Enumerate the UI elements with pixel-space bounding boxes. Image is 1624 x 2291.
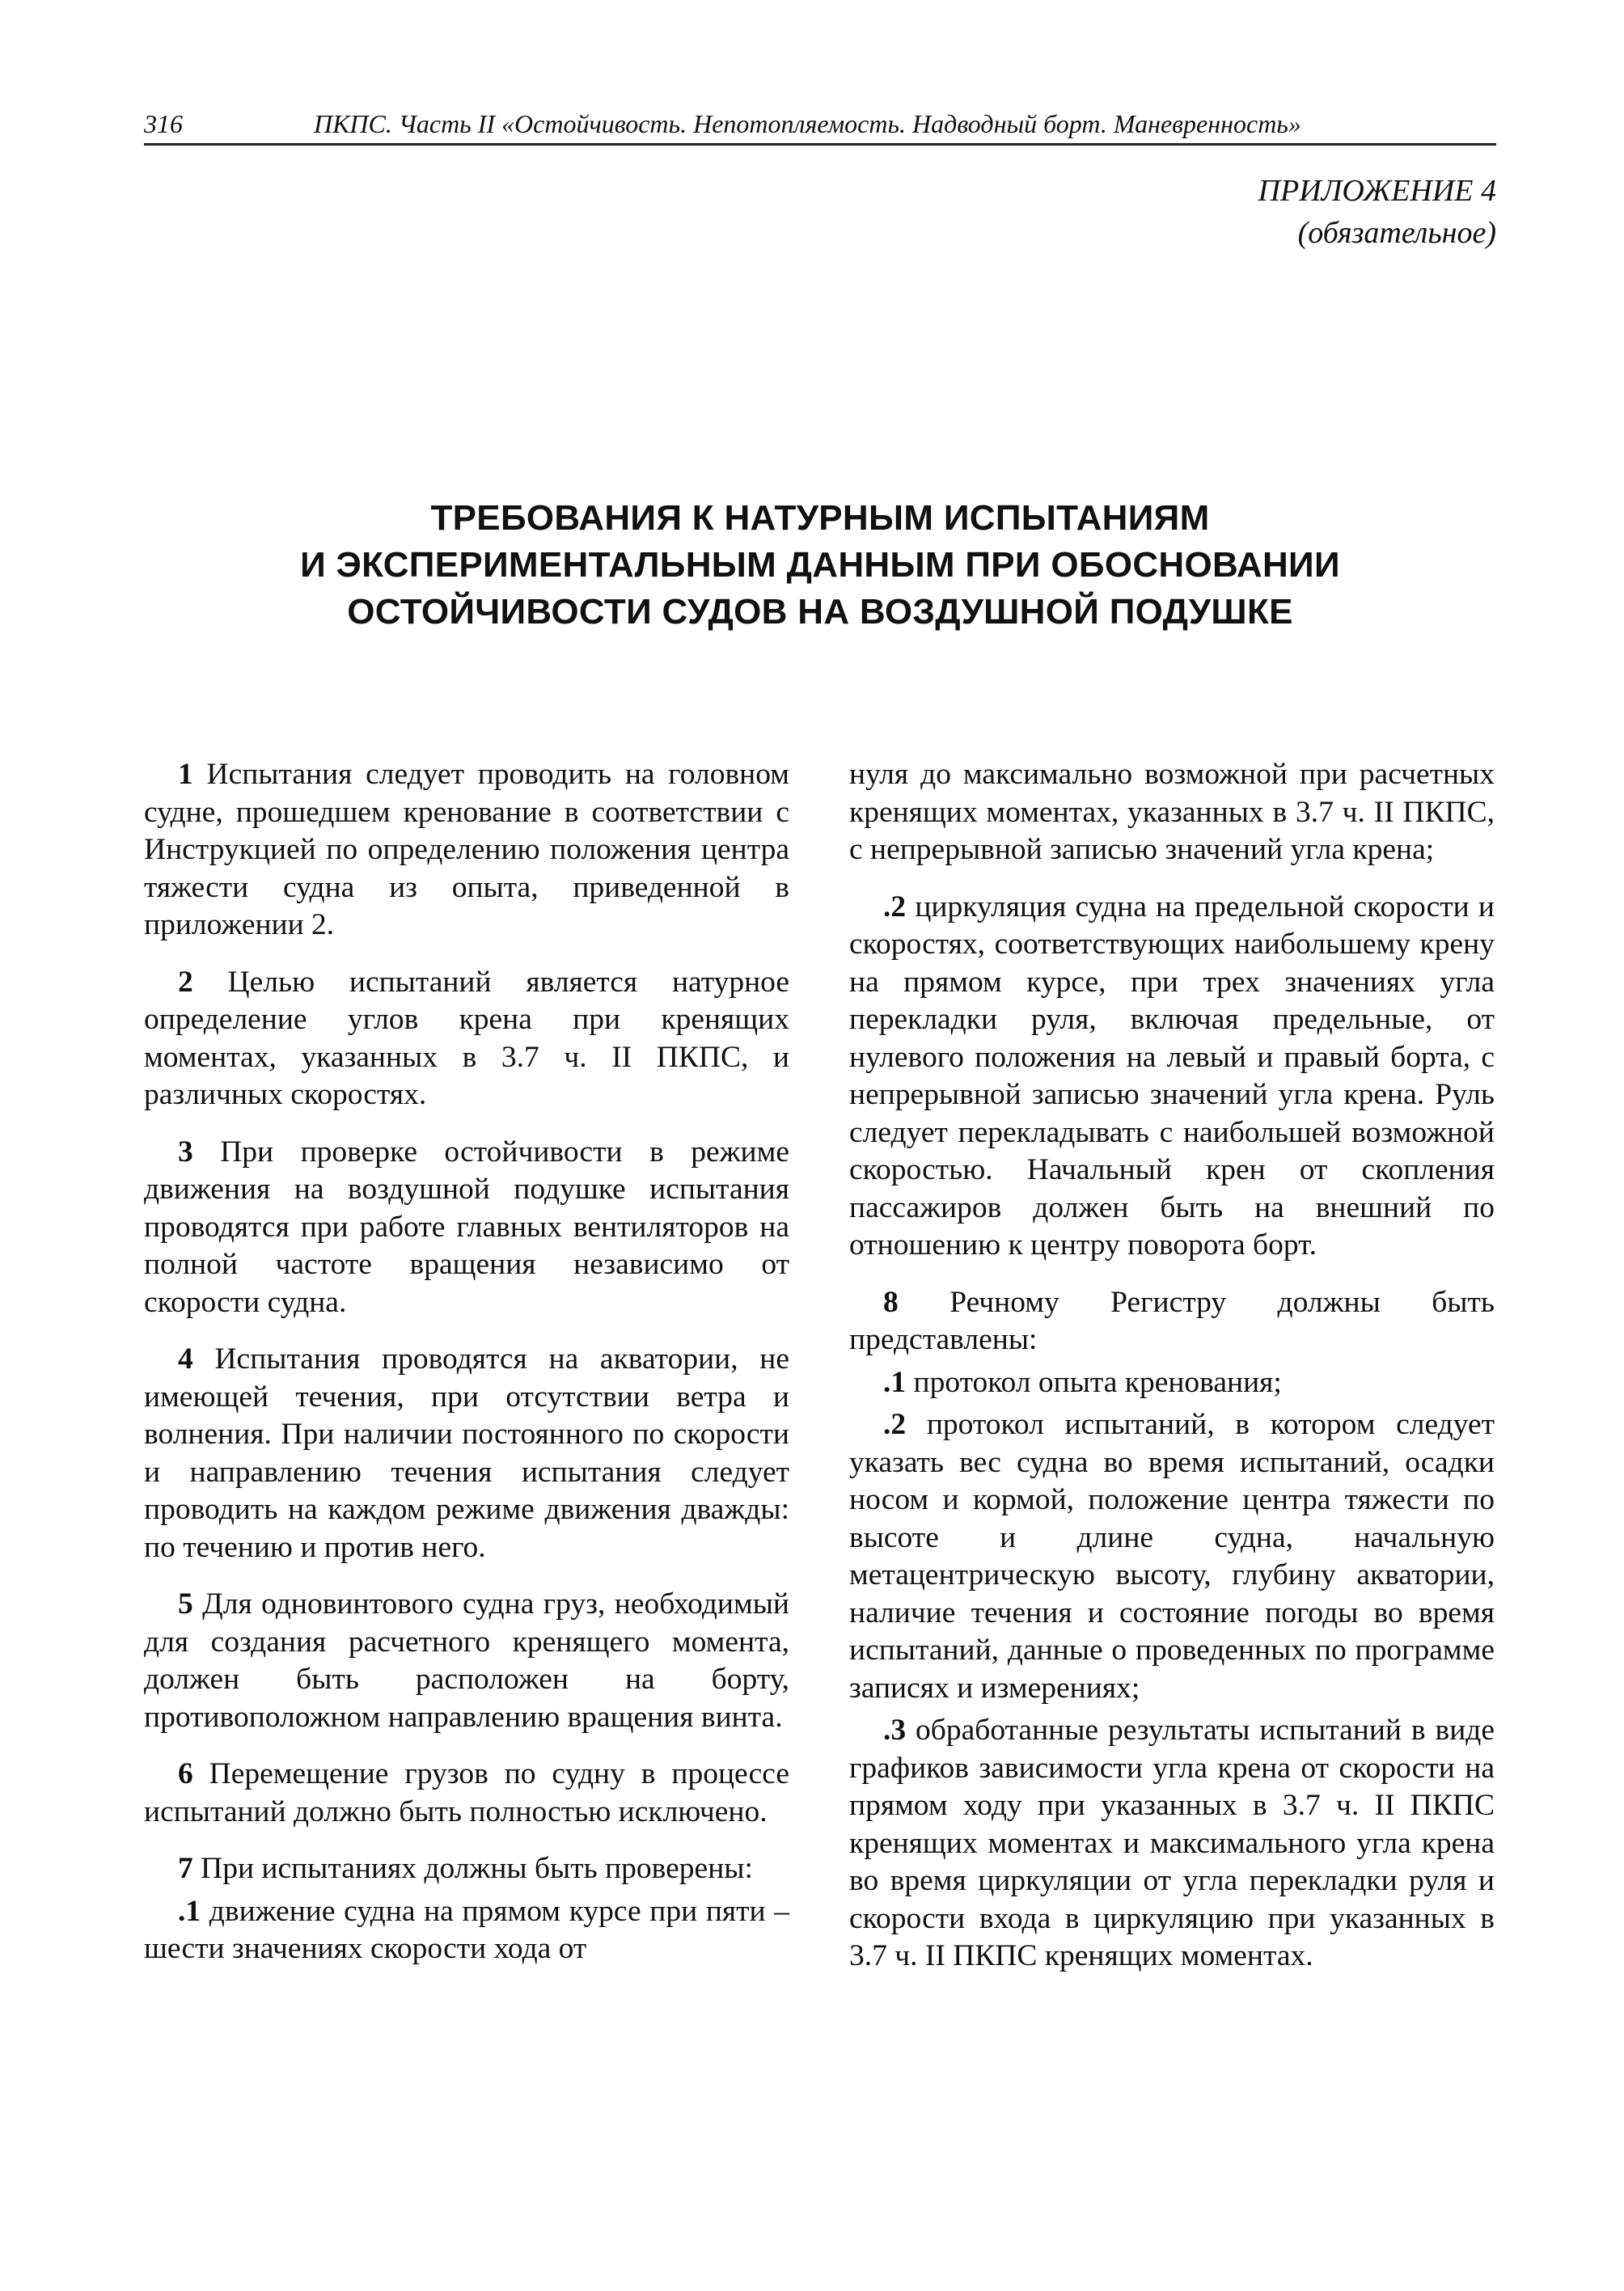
paragraph-6	[144, 1756, 789, 1831]
appendix-note: (обязательное)	[1297, 216, 1496, 250]
paragraph-number: 1	[178, 758, 193, 791]
subparagraph-8-3	[849, 1712, 1495, 1976]
paragraph-8	[849, 1284, 1495, 1359]
paragraph-3	[144, 1134, 789, 1322]
right-column	[849, 756, 1495, 1980]
subparagraph-number: .2	[883, 890, 907, 924]
page-header	[144, 108, 1496, 146]
subparagraph-number: .1	[883, 1365, 907, 1399]
paragraph-1	[144, 756, 789, 945]
paragraph-number: 2	[178, 965, 193, 999]
paragraph-text: обработанные результаты испытаний в виде графиков зависимости угла крена от скорости на прямом ходу при указанных в 3.7 ч. II ПКПС кренящих моментах и максимального угла крена во время циркуляции от угла перекладки руля и скорости входа в циркуляцию при указанных в 3.7 ч. II ПКПС кренящих моментах.	[849, 1714, 1495, 1972]
subparagraph-number: .2	[883, 1408, 907, 1441]
paragraph-text: протокол испытаний, в котором следует указать вес судна во время испытаний, осадки носом и кормой, положение центра тяжести по высоте и длине судна, начальную метацентрическую высоту, глубину акватории, наличие течения и состояние погоды во время испытаний, данные о проведенных по программе записях и измерениях;	[849, 1408, 1495, 1705]
paragraph-text: При испытаниях должны быть проверены:	[201, 1852, 753, 1885]
subparagraph-7-1	[144, 1893, 789, 1968]
paragraph-text: Целью испытаний является натурное определение углов крена при кренящих моментах, указанных в 3.7 ч. II ПКПС, и различных скоростях.	[144, 965, 790, 1111]
paragraph-number: 5	[178, 1587, 193, 1621]
paragraph-number: 4	[178, 1342, 193, 1376]
paragraph-text: протокол опыта кренования;	[913, 1365, 1282, 1399]
paragraph-text: Перемещение грузов по судну в процессе испытаний должно быть полностью исключено.	[144, 1757, 789, 1828]
paragraph-text: Испытания проводятся на акватории, не имеющей течения, при отсутствии ветра и волнения. При наличии постоянного по скорости и направлению течения испытания следует проводить на каждом режиме движения дважды: по течению и против него.	[144, 1342, 790, 1564]
subparagraph-8-2	[849, 1406, 1495, 1707]
paragraph-text: Речному Регистру должны быть представлены:	[849, 1285, 1495, 1356]
left-column	[144, 756, 789, 1973]
document-title	[144, 495, 1496, 636]
paragraph-text: При проверке остойчивости в режиме движения на воздушной подушке испытания проводятся при работе главных вентиляторов на полной частоте вращения независимо от скорости судна.	[144, 1135, 790, 1319]
title-line: И ЭКСПЕРИМЕНТАЛЬНЫМ ДАННЫМ ПРИ ОБОСНОВАНИИ	[300, 545, 1340, 585]
subparagraph-7-2	[849, 889, 1495, 1265]
paragraph-text: Испытания следует проводить на головном судне, прошедшем кренование в соответствии с Инструкцией по определению положения центра тяжести судна из опыта, приведенной в приложении 2.	[144, 758, 789, 941]
paragraph-2	[144, 964, 789, 1114]
paragraph-5	[144, 1586, 789, 1736]
paragraph-number: 6	[178, 1757, 193, 1790]
paragraph-text: циркуляция судна на предельной скорости и скоростях, соответствующих наибольшему крену на прямом курсе, при трех значениях угла перекладки руля, включая предельные, от нулевого положения на левый и правый борта, с непрерывной записью значений угла крена. Руль следует перекладывать с наибольшей возможной скоростью. Начальный крен от скопления пассажиров должен быть на внешний по отношению к центру поворота борт.	[849, 890, 1495, 1262]
paragraph-number: 3	[178, 1135, 193, 1169]
paragraph-text: движение судна на прямом курсе при пяти – шести значениях скорости хода от	[144, 1894, 789, 1965]
title-line: ОСТОЙЧИВОСТИ СУДОВ НА ВОЗДУШНОЙ ПОДУШКЕ	[347, 592, 1293, 632]
paragraph-number: 8	[883, 1285, 899, 1319]
paragraph-text: нуля до максимально возможной при расчетных кренящих моментах, указанных в 3.7 ч. II ПКПС, с непрерывной записью значений угла крена;	[849, 758, 1495, 866]
appendix-label: ПРИЛОЖЕНИЕ 4	[1258, 174, 1496, 208]
paragraph-text: Для одновинтового судна груз, необходимый для создания расчетного кренящего момента, должен быть расположен на борту, противоположном направлению вращения винта.	[144, 1587, 789, 1734]
subparagraph-number: .3	[883, 1714, 907, 1747]
subparagraph-7-1-continued	[849, 756, 1495, 869]
paragraph-7	[144, 1850, 789, 1888]
subparagraph-number: .1	[178, 1894, 201, 1928]
running-title: ПКПС. Часть II «Остойчивость. Непотопляемость. Надводный борт. Маневренность»	[314, 109, 1301, 138]
paragraph-number: 7	[178, 1852, 193, 1885]
paragraph-4	[144, 1341, 789, 1566]
page-number: 316	[144, 109, 183, 138]
subparagraph-8-1	[849, 1364, 1495, 1402]
title-line: ТРЕБОВАНИЯ К НАТУРНЫМ ИСПЫТАНИЯМ	[430, 498, 1210, 538]
appendix-label-block	[1258, 170, 1496, 254]
